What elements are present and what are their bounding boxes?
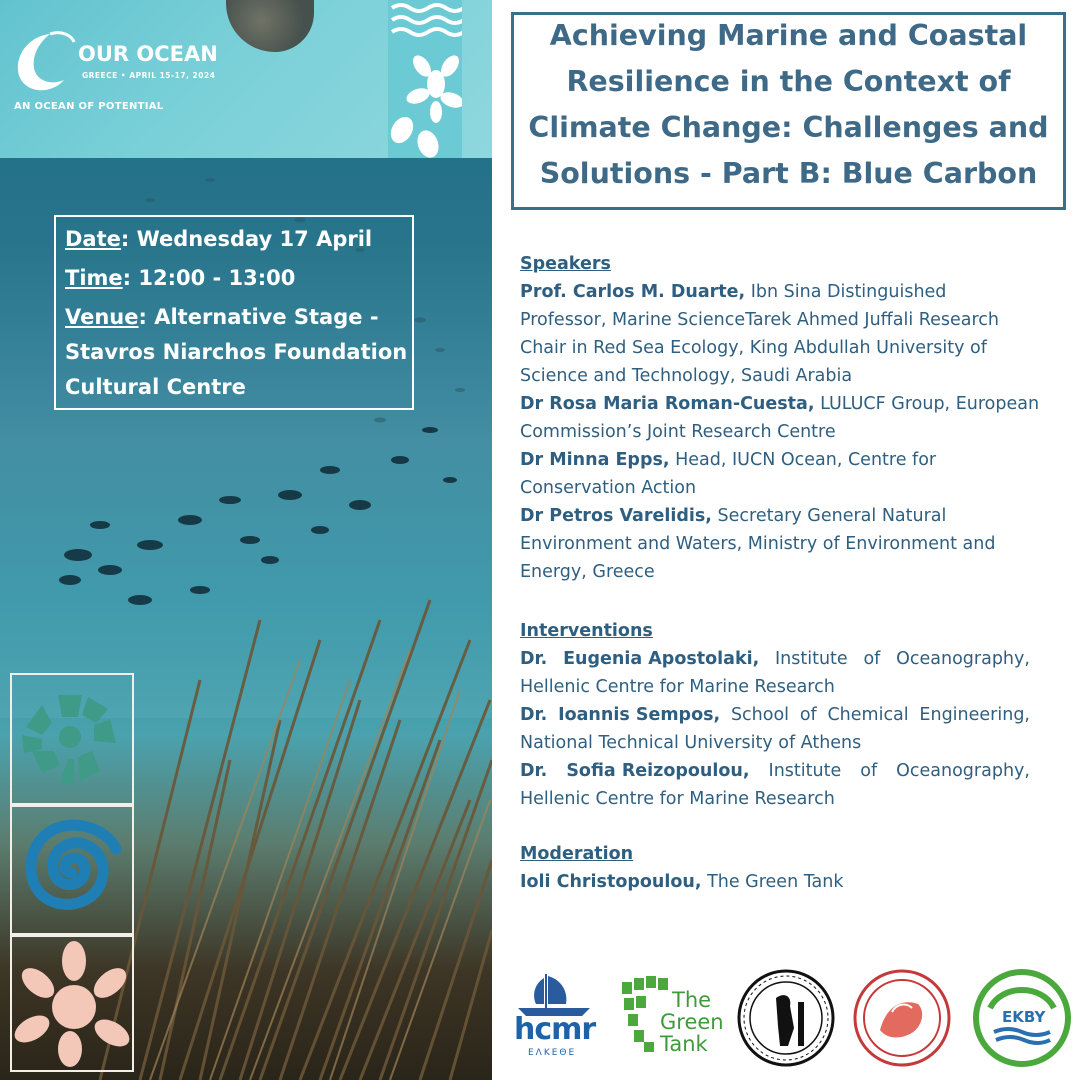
intervention-3-word-1: Institute	[768, 761, 842, 781]
speaker-1-line-3: Chair in Red Sea Ecology, King Abdullah University of	[520, 338, 987, 358]
moderation-heading: Moderation	[520, 844, 634, 864]
intervention-1-word-2: of	[863, 649, 881, 669]
intervention-3-line-1	[520, 761, 1030, 781]
title-line-4: Solutions - Part B: Blue Carbon	[539, 157, 1038, 190]
europe-seal-icon	[852, 968, 952, 1068]
time-row	[65, 266, 295, 290]
speakers-heading: Speakers	[520, 254, 611, 274]
date-row	[65, 227, 372, 251]
moderator-name: Ioli Christopoulou,	[520, 872, 702, 892]
icon-cell-pink	[10, 933, 134, 1072]
ekby-logo	[972, 968, 1072, 1068]
title-box	[511, 12, 1066, 210]
speaker-4-role: Secretary General Natural	[711, 506, 947, 526]
venue-row	[65, 305, 379, 329]
intervention-1-name: Eugenia Apostolaki,	[563, 649, 760, 669]
speaker-2-line-2: Commission’s Joint Research Centre	[520, 422, 836, 442]
hcmr-text: hcmr	[514, 1012, 596, 1047]
intervention-2-title: Dr.	[520, 705, 548, 725]
brand-subtitle: GREECE • APRIL 15-17, 2024	[82, 71, 216, 80]
brand-name: OUR OCEAN	[78, 42, 218, 66]
hcmr-subtext: ΕΛΚΕΘΕ	[528, 1048, 577, 1058]
speaker-2-line-1	[520, 394, 1039, 414]
speaker-2-role: LULUCF Group, European	[814, 394, 1040, 414]
speaker-4-line-3: Energy, Greece	[520, 562, 655, 582]
speaker-4-line-2: Environment and Waters, Ministry of Environment and	[520, 534, 996, 554]
green-tank-logo	[618, 968, 724, 1060]
ntua-seal-icon	[736, 968, 836, 1068]
speaker-1-line-2: Professor, Marine ScienceTarek Ahmed Juffali Research	[520, 310, 1000, 330]
ekby-text: EKBY	[1002, 1008, 1046, 1026]
moderator-line	[520, 872, 843, 892]
teal-wheel-icon	[12, 675, 132, 805]
title-line-2: Resilience in the Context of	[566, 65, 1011, 98]
speaker-3-line-2: Conservation Action	[520, 478, 697, 498]
moderator-org: The Green Tank	[701, 872, 844, 892]
green-tank-line-3: Tank	[660, 1032, 708, 1056]
green-tank-line-1: The	[672, 988, 712, 1012]
venue-label: Venue	[65, 305, 139, 329]
icon-cell-teal	[10, 673, 134, 807]
intervention-3-line-2: Hellenic Centre for Marine Research	[520, 789, 835, 809]
speaker-4-name: Dr Petros Varelidis,	[520, 506, 712, 526]
date-value: : Wednesday 17 April	[120, 227, 373, 251]
intervention-1-word-1: Institute	[775, 649, 848, 669]
pink-coral-icon	[12, 935, 132, 1070]
intervention-2-line-2: National Technical University of Athens	[520, 733, 862, 753]
icon-cell-blue	[10, 803, 134, 937]
intervention-1-title: Dr.	[520, 649, 548, 669]
speaker-3-name: Dr Minna Epps,	[520, 450, 670, 470]
brand-tagline: AN OCEAN OF POTENTIAL	[14, 101, 164, 112]
intervention-3-title: Dr.	[520, 761, 548, 781]
intervention-3-word-2: of	[860, 761, 878, 781]
venue-line-2: Stavros Niarchos Foundation	[65, 340, 408, 364]
speaker-3-role: Head, IUCN Ocean, Centre for	[669, 450, 937, 470]
event-details-box	[54, 215, 414, 410]
intervention-2-name: Ioannis Sempos,	[558, 705, 721, 725]
time-label: Time	[65, 266, 123, 290]
speaker-1-line-4: Science and Technology, Saudi Arabia	[520, 366, 853, 386]
speaker-2-name: Dr Rosa Maria Roman-Cuesta,	[520, 394, 815, 414]
hcmr-logo	[512, 968, 596, 1060]
intervention-2-word-2: of	[799, 705, 817, 725]
title-line-3: Climate Change: Challenges and	[528, 111, 1049, 144]
intervention-2-word-1: School	[730, 705, 790, 725]
intervention-2-line-1	[520, 705, 1030, 725]
date-label: Date	[65, 227, 121, 251]
intervention-1-word-3: Oceanography,	[896, 649, 1030, 669]
underwater-photo-panel	[0, 0, 492, 1080]
speaker-1-line-1	[520, 282, 946, 302]
speaker-3-line-1	[520, 450, 936, 470]
green-tank-line-2: Green	[660, 1010, 724, 1034]
intervention-3-name: Sofia Reizopoulou,	[566, 761, 750, 781]
title-line-1: Achieving Marine and Coastal	[549, 19, 1028, 52]
intervention-2-word-4: Engineering,	[919, 705, 1030, 725]
blue-spiral-icon	[12, 805, 132, 935]
europe-seal	[852, 968, 952, 1068]
speaker-1-role: Ibn Sina Distinguished	[745, 282, 947, 302]
intervention-1-line-2: Hellenic Centre for Marine Research	[520, 677, 835, 697]
venue-value: : Alternative Stage -	[138, 305, 379, 329]
intervention-2-word-3: Chemical	[827, 705, 909, 725]
ntua-seal	[736, 968, 836, 1068]
speaker-4-line-1	[520, 506, 946, 526]
interventions-heading: Interventions	[520, 621, 653, 641]
venue-line-3: Cultural Centre	[65, 375, 246, 399]
intervention-1-line-1	[520, 649, 1030, 669]
intervention-3-word-3: Oceanography,	[896, 761, 1030, 781]
time-value: : 12:00 - 13:00	[122, 266, 296, 290]
speaker-1-name: Prof. Carlos M. Duarte,	[520, 282, 746, 302]
